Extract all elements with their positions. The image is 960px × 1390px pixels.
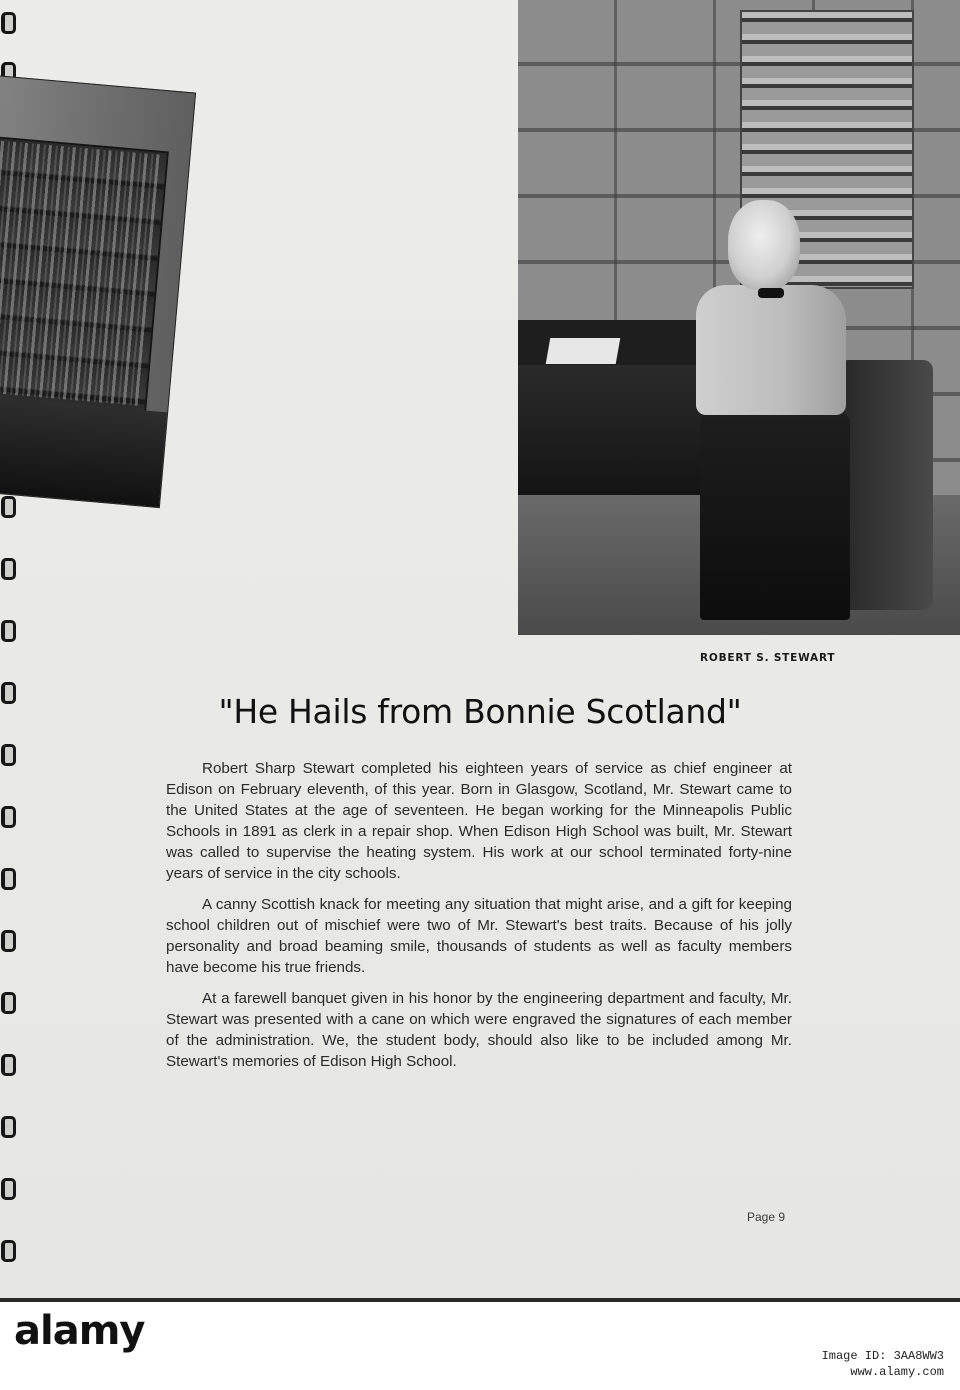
paper-sheet [546, 338, 621, 364]
alamy-logo: alamy [14, 1308, 145, 1354]
library-photo [0, 72, 196, 508]
photo-caption: ROBERT S. STEWART [700, 652, 836, 664]
paragraph: At a farewell banquet given in his honor by the engineering department and faculty, Mr. Stewart was presented with a cane on which were engraved the signatures of each member of the administration. We, the student body, should also like to be included among Mr. Stewart's memories of Edison High School. [166, 990, 792, 1070]
stewart-photo [518, 0, 960, 635]
binding-ring [1, 12, 16, 34]
binding-ring [1, 930, 16, 952]
paragraph: A canny Scottish knack for meeting any situation that might arise, and a gift for keeping school children out of mischief were two of Mr. Stewart's best traits. Because of his jolly personality and broad beaming smile, thousands of students as well as faculty members have become his true friends. [166, 896, 792, 976]
binding-ring [1, 1178, 16, 1200]
binding-ring [1, 1054, 16, 1076]
page-title: "He Hails from Bonnie Scotland" [218, 692, 742, 731]
man-head [728, 200, 800, 290]
paragraph: Robert Sharp Stewart completed his eighteen years of service as chief engineer at Edison on February eleventh, of this year. Born in Glasgow, Scotland, Mr. Stewart came to the United States at the age of seventeen. He began working for the Minneapolis Public Schools in 1891 as clerk in a repair shop. When Edison High School was built, Mr. Stewart was called to supervise the heating system. His work at our school terminated forty-nine years of service in the city schools. [166, 760, 792, 882]
chair [838, 360, 933, 610]
binding-ring [1, 992, 16, 1014]
binding-ring [1, 496, 16, 518]
binding-ring [1, 1240, 16, 1262]
image-id: Image ID: 3AA8WW3 [821, 1349, 944, 1363]
binding-ring [1, 868, 16, 890]
footer-divider [0, 1298, 960, 1302]
binding-ring [1, 682, 16, 704]
site-url: www.alamy.com [850, 1365, 944, 1379]
books [0, 140, 161, 406]
binding-ring [1, 806, 16, 828]
watermark-info [822, 1348, 944, 1380]
binding-ring [1, 558, 16, 580]
man-bowtie [758, 288, 784, 298]
page-number: Page 9 [747, 1210, 786, 1224]
binding-ring [1, 1116, 16, 1138]
binding-ring [1, 744, 16, 766]
man-shirt [696, 285, 846, 415]
article-body [166, 758, 792, 1082]
binding-ring [1, 620, 16, 642]
man-trousers [700, 410, 850, 620]
